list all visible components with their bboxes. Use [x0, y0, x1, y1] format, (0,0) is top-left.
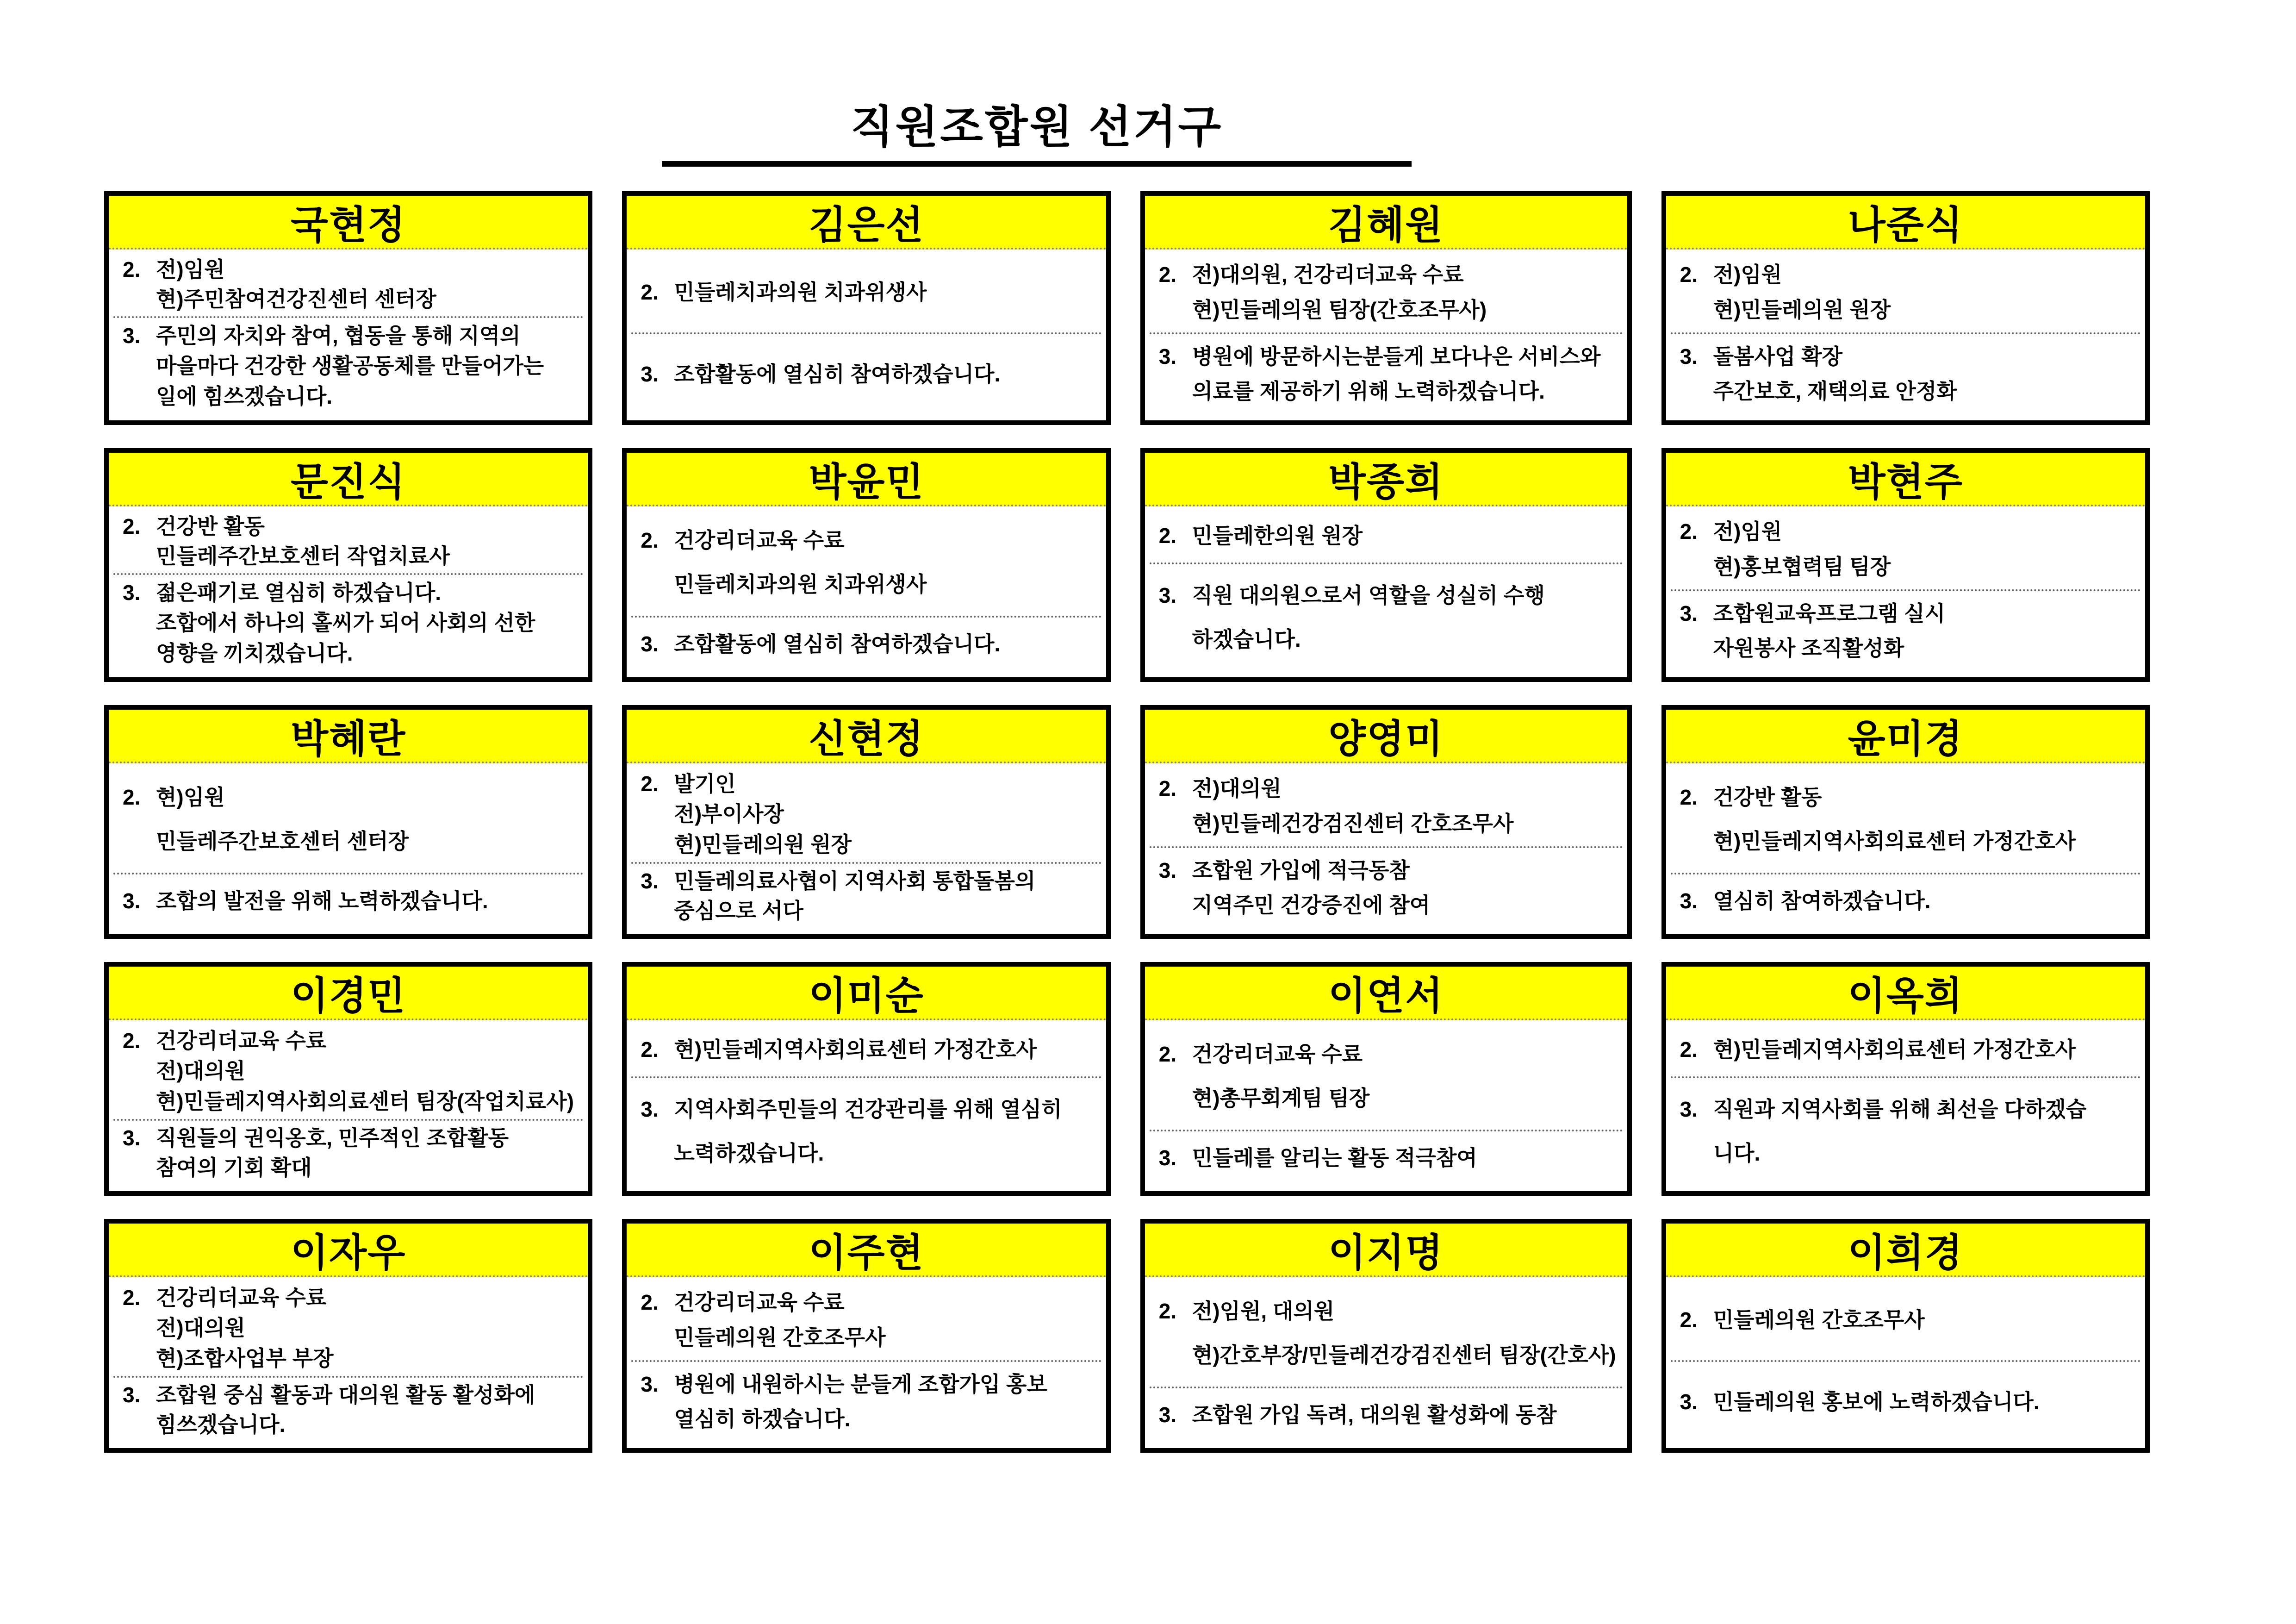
candidate-name: 양영미: [1328, 717, 1444, 761]
item2-number-label: 2.: [1158, 524, 1177, 548]
detail-text: 병원에 방문하시는분들게 보다나은 서비스와: [1192, 344, 1601, 369]
item3-number-label: 3.: [1680, 601, 1698, 625]
candidate-name: 이희경: [1848, 1230, 1964, 1274]
candidate-name: 김은선: [809, 203, 924, 247]
candidate-name-header: [1145, 196, 1627, 250]
candidate-item2-block: [123, 509, 577, 573]
detail-text: 발기인: [674, 772, 736, 796]
detail-line: [1680, 344, 2134, 369]
detail-line: 노력하겠습니다.: [674, 1141, 824, 1166]
candidate-details: [1145, 1277, 1627, 1448]
detail-text: 민들레를 알리는 활동 적극참여: [1192, 1146, 1477, 1170]
detail-text: 민들레한의원 원장: [1192, 524, 1363, 548]
candidate-details: [1145, 250, 1627, 420]
candidate-item3-block: [1159, 1131, 1616, 1185]
candidate-item2-block: [123, 1023, 577, 1119]
detail-line: [641, 1097, 1095, 1122]
candidate-item3-block: [641, 1362, 1095, 1442]
detail-line: [641, 1290, 1095, 1315]
candidate-card: [622, 1219, 1110, 1453]
candidate-name: 문진식: [290, 460, 406, 504]
detail-line: [641, 1372, 1095, 1397]
detail-text: 조합원 가입에 적극동참: [1192, 858, 1410, 882]
detail-line: 영향을 끼치겠습니다.: [156, 641, 353, 665]
candidate-details: [1145, 506, 1627, 677]
candidate-item2-block: [641, 766, 1095, 862]
detail-text: 전)임원: [1713, 519, 1782, 544]
item2-number-label: 2.: [123, 257, 141, 281]
item2-number-label: 2.: [1680, 262, 1698, 287]
detail-line: 민들레주간보호센터 센터장: [156, 829, 409, 854]
candidate-name-header: [1145, 967, 1627, 1020]
detail-line: [641, 771, 1095, 796]
candidate-name: 이옥희: [1848, 974, 1964, 1018]
detail-line: 주간보호, 재택의료 안정화: [1713, 379, 1957, 404]
candidate-name: 이경민: [290, 974, 406, 1018]
candidate-card: [622, 191, 1110, 425]
detail-line: 현)간호부장/민들레건강검진센터 팀장(간호사): [1192, 1343, 1616, 1368]
detail-text: 조합원 중심 활동과 대의원 활동 활성화에: [156, 1382, 535, 1407]
candidate-details: [1666, 1020, 2145, 1191]
detail-line: 전)대의원: [156, 1316, 246, 1340]
detail-line: [123, 1125, 577, 1150]
candidate-name: 박혜란: [290, 717, 406, 761]
detail-line: 민들레치과의원 치과위생사: [674, 572, 927, 597]
candidate-name: 윤미경: [1848, 717, 1964, 761]
detail-line: 조합에서 하나의 홀씨가 되어 사회의 선한: [156, 611, 535, 635]
item3-number-label: 3.: [1158, 583, 1177, 608]
candidate-card: [1661, 962, 2150, 1196]
detail-line: [1680, 519, 2134, 544]
detail-text: 전)대의원: [1192, 776, 1282, 801]
candidate-name-header: [109, 453, 588, 506]
candidate-name: 나준식: [1848, 203, 1964, 247]
detail-line: 의료를 제공하기 위해 노력하겠습니다.: [1192, 379, 1545, 404]
page-title: 직원조합원 선거구: [850, 102, 1223, 152]
candidate-item3-block: [123, 575, 577, 671]
detail-line: [641, 1037, 1095, 1062]
candidate-name: 박윤민: [809, 460, 924, 504]
item3-number-label: 3.: [1680, 889, 1698, 913]
candidate-name-header: [1666, 1224, 2145, 1277]
detail-line: 중심으로 서다: [674, 898, 803, 923]
candidate-item3-block: [641, 864, 1095, 928]
candidate-item2-block: [123, 766, 577, 873]
item3-number-label: 3.: [1158, 858, 1177, 882]
detail-text: 현)민들레지역사회의료센터 가정간호사: [674, 1037, 1037, 1062]
candidate-item2-block: [1680, 509, 2134, 589]
item3-number-label: 3.: [1158, 1403, 1177, 1427]
detail-text: 전)임원, 대의원: [1192, 1299, 1335, 1324]
candidate-item2-block: [1680, 1023, 2134, 1076]
detail-line: [1680, 601, 2134, 626]
detail-text: 직원들의 권익옹호, 민주적인 조합활동: [156, 1125, 509, 1150]
detail-line: [1159, 1402, 1616, 1427]
detail-text: 건강리더교육 수료: [674, 1290, 845, 1315]
item2-number-label: 2.: [1158, 776, 1177, 801]
detail-line: [123, 323, 577, 348]
candidate-details: [1666, 763, 2145, 934]
candidate-item3-block: [1680, 1362, 2134, 1442]
candidate-details: [1145, 763, 1627, 934]
candidate-item2-block: [1159, 252, 1616, 332]
candidate-item2-block: [641, 1023, 1095, 1076]
detail-text: 건강리더교육 수료: [674, 528, 845, 553]
candidate-card: [1661, 1219, 2150, 1453]
detail-text: 현)민들레지역사회의료센터 가정간호사: [1713, 1037, 2076, 1062]
candidate-name-header: [1666, 967, 2145, 1020]
candidate-name-header: [627, 710, 1106, 763]
detail-line: 현)총무회계팀 팀장: [1192, 1086, 1370, 1111]
candidate-card: [1661, 191, 2150, 425]
detail-line: 민들레주간보호센터 작업치료사: [156, 543, 450, 568]
candidate-card: [104, 1219, 592, 1453]
candidate-item3-block: [1680, 1078, 2134, 1185]
candidate-details: [109, 1277, 588, 1448]
detail-line: 니다.: [1713, 1141, 1761, 1166]
candidate-item3-block: [123, 318, 577, 414]
candidate-item2-block: [1159, 766, 1616, 846]
candidate-details: [1145, 1020, 1627, 1191]
detail-text: 건강리더교육 수료: [156, 1286, 327, 1310]
detail-text: 열심히 참여하겠습니다.: [1713, 889, 1931, 913]
candidate-card: [1661, 705, 2150, 939]
item3-number-label: 3.: [641, 868, 659, 893]
detail-line: [641, 631, 1095, 656]
item2-number-label: 2.: [641, 1290, 659, 1315]
candidate-card: [622, 705, 1110, 939]
candidate-details: [627, 1277, 1106, 1448]
candidate-details: [627, 1020, 1106, 1191]
item3-number-label: 3.: [1680, 1097, 1698, 1122]
candidate-item2-block: [641, 509, 1095, 616]
detail-line: [1159, 583, 1616, 608]
item3-number-label: 3.: [1158, 344, 1177, 369]
detail-line: 현)민들레건강검진센터 간호조무사: [1192, 811, 1514, 836]
candidate-card: [1140, 1219, 1632, 1453]
candidate-item3-block: [641, 1078, 1095, 1185]
detail-line: 현)민들레의원 원장: [1713, 297, 1891, 322]
candidate-details: [627, 250, 1106, 420]
item3-number-label: 3.: [641, 1097, 659, 1122]
candidate-card: [104, 448, 592, 682]
item3-number-label: 3.: [123, 889, 141, 913]
item2-number-label: 2.: [641, 280, 659, 305]
candidate-name-header: [1666, 196, 2145, 250]
detail-line: [1159, 1145, 1616, 1170]
candidate-details: [627, 506, 1106, 677]
candidate-name: 박현주: [1848, 460, 1964, 504]
detail-line: [1159, 344, 1616, 369]
item2-number-label: 2.: [641, 1037, 659, 1062]
detail-text: 조합활동에 열심히 참여하겠습니다.: [674, 362, 1001, 386]
item3-number-label: 3.: [641, 632, 659, 656]
detail-text: 조합의 발전을 위해 노력하겠습니다.: [156, 889, 488, 913]
detail-line: [123, 1028, 577, 1053]
detail-line: 전)대의원: [156, 1059, 246, 1083]
candidate-name-header: [1145, 453, 1627, 506]
candidate-name-header: [627, 453, 1106, 506]
candidate-name-header: [1666, 453, 2145, 506]
candidate-card: [1140, 962, 1632, 1196]
candidate-item3-block: [641, 334, 1095, 414]
candidate-item3-block: [1680, 874, 2134, 928]
detail-line: 현)주민참여건강진센터 센터장: [156, 287, 436, 311]
item2-number-label: 2.: [1680, 785, 1698, 810]
candidate-item2-block: [1159, 509, 1616, 562]
candidate-item3-block: [1680, 591, 2134, 671]
detail-text: 전)대의원, 건강리더교육 수료: [1192, 262, 1464, 287]
candidate-name: 이미순: [809, 974, 924, 1018]
candidate-item2-block: [1680, 252, 2134, 332]
detail-line: 현)민들레지역사회의료센터 가정간호사: [1713, 829, 2076, 854]
candidate-item3-block: [123, 874, 577, 928]
candidate-details: [627, 763, 1106, 934]
detail-line: [123, 257, 577, 282]
detail-text: 건강리더교육 수료: [1192, 1042, 1363, 1067]
detail-text: 민들레의원 간호조무사: [1713, 1308, 1925, 1332]
detail-line: 힘쓰겠습니다.: [156, 1412, 286, 1437]
candidate-name-header: [627, 196, 1106, 250]
detail-line: 마을마다 건강한 생활공동체를 만들어가는: [156, 354, 544, 378]
candidate-name: 국현정: [290, 203, 406, 247]
detail-line: 전)부이사장: [674, 802, 784, 826]
detail-line: 현)조합사업부 부장: [156, 1346, 334, 1370]
detail-line: 자원봉사 조직활성화: [1713, 636, 1904, 661]
page-title-block: [662, 104, 1412, 167]
detail-text: 주민의 자치와 참여, 협동을 통해 지역의: [156, 324, 521, 348]
item2-number-label: 2.: [1680, 1037, 1698, 1062]
detail-line: [1680, 1097, 2134, 1122]
detail-text: 건강반 활동: [156, 514, 265, 538]
detail-line: [123, 514, 577, 539]
detail-text: 현)임원: [156, 785, 225, 810]
detail-line: 현)홍보협력팀 팀장: [1713, 554, 1891, 579]
detail-line: [641, 868, 1095, 893]
detail-line: [123, 888, 577, 913]
candidate-item3-block: [1680, 334, 2134, 414]
item3-number-label: 3.: [123, 581, 141, 605]
candidate-name-header: [627, 967, 1106, 1020]
item3-number-label: 3.: [123, 1382, 141, 1407]
detail-line: [123, 785, 577, 810]
candidate-name: 이주현: [809, 1230, 924, 1274]
item3-number-label: 3.: [123, 324, 141, 348]
detail-text: 전)임원: [156, 257, 225, 281]
candidate-details: [1666, 250, 2145, 420]
candidate-item3-block: [641, 618, 1095, 671]
item2-number-label: 2.: [123, 1286, 141, 1310]
detail-text: 전)임원: [1713, 262, 1782, 287]
candidate-card: [104, 705, 592, 939]
item3-number-label: 3.: [1158, 1146, 1177, 1170]
candidate-card: [1140, 448, 1632, 682]
item2-number-label: 2.: [1158, 1299, 1177, 1324]
detail-line: [1680, 785, 2134, 810]
item2-number-label: 2.: [641, 772, 659, 796]
detail-line: [1159, 776, 1616, 801]
detail-line: [1159, 1299, 1616, 1324]
candidate-name: 신현정: [809, 717, 924, 761]
detail-line: 열심히 하겠습니다.: [674, 1407, 851, 1431]
candidate-item3-block: [123, 1121, 577, 1185]
detail-line: [641, 362, 1095, 387]
candidate-details: [109, 1020, 588, 1191]
candidate-name-header: [1145, 710, 1627, 763]
detail-text: 건강반 활동: [1713, 785, 1822, 810]
candidate-item3-block: [123, 1378, 577, 1442]
item2-number-label: 2.: [1158, 262, 1177, 287]
candidate-card: [622, 962, 1110, 1196]
candidate-name: 이자우: [290, 1230, 406, 1274]
detail-line: [1680, 1037, 2134, 1062]
item3-number-label: 3.: [641, 1372, 659, 1396]
detail-text: 민들레의료사협이 지역사회 통합돌봄의: [674, 868, 1036, 893]
candidate-item2-block: [641, 1280, 1095, 1360]
candidate-name-header: [627, 1224, 1106, 1277]
candidate-item3-block: [1159, 1388, 1616, 1442]
candidate-card: [1140, 191, 1632, 425]
detail-text: 조합원교육프로그램 실시: [1713, 601, 1946, 625]
detail-text: 조합원 가입 독려, 대의원 활성화에 동참: [1192, 1403, 1557, 1427]
detail-line: [641, 280, 1095, 305]
candidate-item3-block: [1159, 564, 1616, 671]
candidate-details: [109, 763, 588, 934]
candidate-name: 김혜원: [1328, 203, 1444, 247]
item3-number-label: 3.: [1680, 1389, 1698, 1414]
item2-number-label: 2.: [123, 785, 141, 810]
candidate-name: 이지명: [1328, 1230, 1444, 1274]
detail-text: 민들레치과의원 치과위생사: [674, 280, 927, 305]
detail-line: 하겠습니다.: [1192, 627, 1301, 652]
candidate-name: 이연서: [1328, 974, 1444, 1018]
candidate-card: [104, 191, 592, 425]
candidate-name-header: [109, 196, 588, 250]
detail-line: 현)민들레의원 원장: [674, 832, 852, 856]
candidate-item2-block: [1680, 1280, 2134, 1360]
item3-number-label: 3.: [1680, 344, 1698, 369]
item2-number-label: 2.: [123, 514, 141, 538]
detail-text: 직원과 지역사회를 위해 최선을 다하겠습: [1713, 1097, 2087, 1122]
item3-number-label: 3.: [641, 362, 659, 386]
detail-text: 지역사회주민들의 건강관리를 위해 열심히: [674, 1097, 1062, 1122]
candidate-card: [104, 962, 592, 1196]
candidate-card: [1140, 705, 1632, 939]
candidate-name-header: [1666, 710, 2145, 763]
candidate-details: [109, 250, 588, 420]
candidate-item3-block: [1159, 848, 1616, 928]
candidate-item2-block: [123, 1280, 577, 1376]
detail-text: 건강리더교육 수료: [156, 1029, 327, 1053]
detail-line: [123, 1285, 577, 1310]
candidate-details: [1666, 506, 2145, 677]
candidate-card: [622, 448, 1110, 682]
detail-line: 참여의 기회 확대: [156, 1155, 312, 1180]
detail-line: [123, 1382, 577, 1407]
detail-line: [641, 528, 1095, 553]
candidate-item2-block: [641, 252, 1095, 332]
detail-text: 돌봄사업 확장: [1713, 344, 1842, 369]
candidate-name: 박종희: [1328, 460, 1444, 504]
candidate-name-header: [1145, 1224, 1627, 1277]
detail-text: 병원에 내원하시는 분들게 조합가입 홍보: [674, 1372, 1047, 1396]
candidate-details: [1666, 1277, 2145, 1448]
detail-line: [1680, 262, 2134, 287]
candidate-details: [109, 506, 588, 677]
detail-line: 현)민들레의원 팀장(간호조무사): [1192, 297, 1487, 322]
item2-number-label: 2.: [1680, 1308, 1698, 1332]
detail-line: [1159, 1042, 1616, 1067]
candidate-name-header: [109, 967, 588, 1020]
detail-text: 젊은패기로 열심히 하겠습니다.: [156, 581, 442, 605]
item2-number-label: 2.: [1680, 519, 1698, 544]
candidate-item3-block: [1159, 334, 1616, 414]
item2-number-label: 2.: [123, 1029, 141, 1053]
detail-line: [1680, 888, 2134, 913]
candidate-card: [1661, 448, 2150, 682]
detail-text: 직원 대의원으로서 역할을 성실히 수행: [1192, 583, 1545, 608]
candidate-item2-block: [1680, 766, 2134, 873]
detail-line: 지역주민 건강증진에 참여: [1192, 893, 1431, 918]
item3-number-label: 3.: [123, 1125, 141, 1150]
detail-line: 민들레의원 간호조무사: [674, 1325, 886, 1349]
candidate-name-header: [109, 710, 588, 763]
detail-line: 일에 힘쓰겠습니다.: [156, 384, 333, 408]
detail-line: [1159, 262, 1616, 287]
candidate-item2-block: [1159, 1023, 1616, 1130]
detail-line: [1680, 1307, 2134, 1332]
detail-line: 현)민들레지역사회의료센터 팀장(작업치료사): [156, 1089, 574, 1113]
candidate-grid: [104, 191, 2150, 1453]
detail-text: 민들레의원 홍보에 노력하겠습니다.: [1713, 1389, 2040, 1414]
detail-line: [123, 580, 577, 605]
detail-line: [1159, 858, 1616, 883]
detail-text: 조합활동에 열심히 참여하겠습니다.: [674, 632, 1001, 656]
item2-number-label: 2.: [1158, 1042, 1177, 1067]
item2-number-label: 2.: [641, 528, 659, 553]
candidate-name-header: [109, 1224, 588, 1277]
candidate-item2-block: [1159, 1280, 1616, 1387]
detail-line: [1159, 523, 1616, 548]
candidate-item2-block: [123, 252, 577, 316]
detail-line: [1680, 1389, 2134, 1414]
